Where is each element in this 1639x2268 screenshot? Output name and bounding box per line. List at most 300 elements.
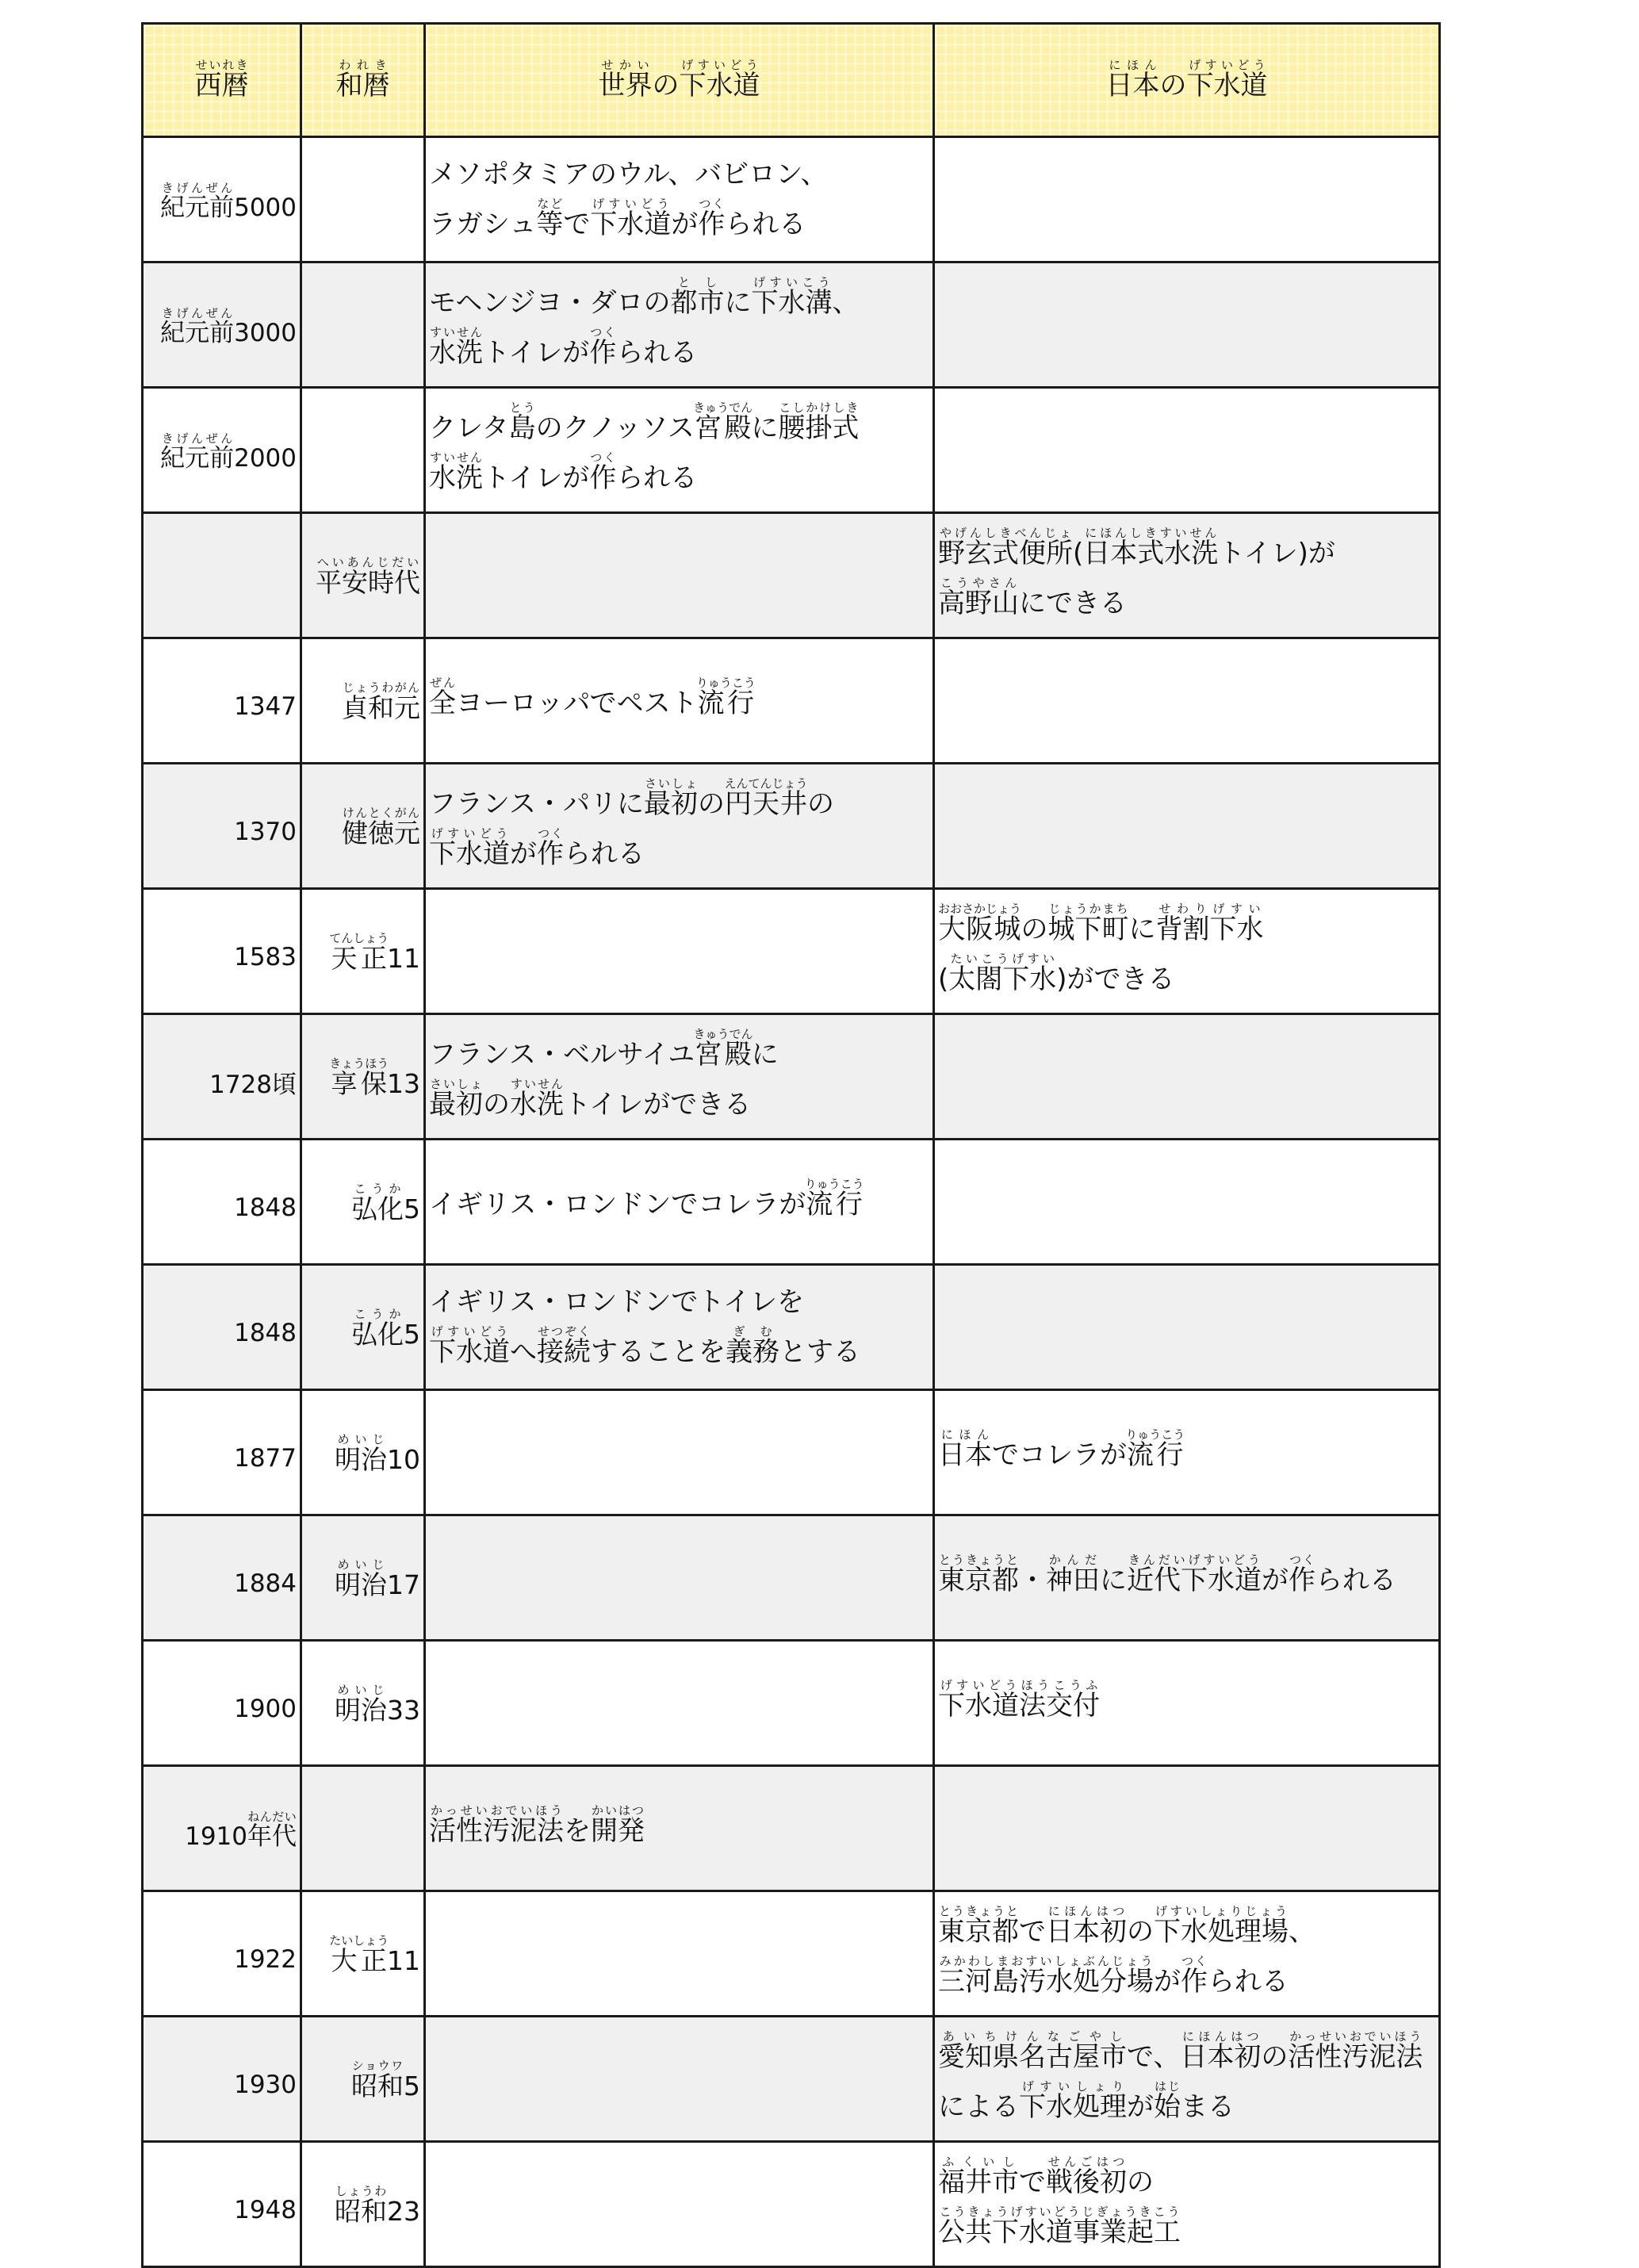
- plain-text: の: [1261, 2040, 1289, 2073]
- furigana-reading: げすいどう: [679, 58, 760, 72]
- ruby-word: [679, 58, 760, 102]
- table-row: [143, 889, 1440, 1014]
- ruby-word: [598, 58, 653, 102]
- ruby-base-text: 全: [429, 688, 456, 719]
- text-line: [429, 275, 932, 325]
- table-row: [143, 388, 1440, 513]
- text-line: [938, 2155, 1438, 2205]
- ruby-base-text: 下水道: [1186, 70, 1268, 102]
- plain-text: が: [1127, 2090, 1154, 2123]
- text-line: [429, 152, 932, 197]
- western-year-cell: [143, 513, 301, 638]
- furigana-reading: さいしょ: [643, 776, 698, 791]
- plain-text: トイレが: [483, 462, 590, 494]
- ruby-base-text: 義務: [726, 1336, 779, 1368]
- ruby-base-text: 明治: [335, 1569, 387, 1600]
- ruby-word: [938, 1427, 992, 1471]
- japanese-era-cell: [301, 2017, 425, 2142]
- plain-text: を: [564, 1815, 591, 1847]
- japanese-era-cell: [301, 1014, 425, 1140]
- plain-text: トイレができる: [564, 1088, 752, 1121]
- western-year-cell: [143, 1891, 301, 2017]
- world-sewer-event-cell: [425, 889, 934, 1014]
- ruby-base-text: 作: [1181, 1965, 1208, 1998]
- text-line: [429, 1027, 932, 1077]
- ruby-base-text: 東京都: [938, 1915, 1019, 1948]
- table-row: [143, 1014, 1440, 1140]
- text-line: [938, 576, 1438, 626]
- ruby-word: [329, 1933, 389, 1976]
- ruby-word: [160, 306, 235, 347]
- ruby-word: [643, 776, 698, 820]
- ruby-base-text: 健徳元: [342, 818, 420, 849]
- ruby-base-text: 明治: [335, 1695, 387, 1726]
- western-year-cell: [143, 889, 301, 1014]
- text-line: [429, 1803, 932, 1853]
- plain-text: 33: [387, 1695, 420, 1726]
- japanese-era-cell: [301, 1766, 425, 1891]
- ruby-base-text: 腰掛式: [778, 412, 860, 444]
- ruby-base-text: 水洗: [510, 1088, 564, 1121]
- world-sewer-event-cell: [425, 513, 934, 638]
- plain-text: 、: [832, 286, 860, 319]
- plain-text: へ: [510, 1336, 537, 1368]
- plain-text: 、: [1289, 1915, 1315, 1948]
- japan-sewer-event-cell: [934, 1891, 1440, 2017]
- ruby-word: [938, 575, 1019, 619]
- ruby-base-text: 弘化: [351, 1319, 404, 1350]
- ruby-base-text: 島: [508, 412, 536, 444]
- ruby-word: [160, 431, 235, 473]
- plain-text: まる: [1181, 2090, 1235, 2123]
- western-year-cell: [143, 1641, 301, 1766]
- furigana-reading: げすいしょりじょう: [1154, 1903, 1289, 1918]
- plain-text: 13: [387, 1068, 420, 1099]
- ruby-base-text: 流行: [695, 688, 756, 719]
- text-line: [938, 526, 1438, 576]
- world-sewer-event-cell: [425, 2017, 934, 2142]
- furigana-reading: きんだいげすいどう: [1127, 1553, 1262, 1567]
- furigana-reading: ねんだい: [247, 1810, 297, 1824]
- furigana-reading: はじ: [1154, 2078, 1181, 2094]
- japanese-era-cell: [301, 889, 425, 1014]
- plain-text: 5: [404, 1193, 420, 1224]
- plain-text: の: [697, 787, 725, 820]
- furigana-reading: にほんはつ: [1180, 2029, 1262, 2044]
- ruby-word: [1181, 1953, 1208, 1998]
- plain-text: 1922: [234, 1944, 297, 1974]
- furigana-reading: げすいどうほうこうふ: [938, 1678, 1100, 1692]
- table-row: [143, 262, 1440, 388]
- table-row: [143, 1891, 1440, 2017]
- furigana-reading: つく: [1289, 1553, 1315, 1567]
- ruby-base-text: 貞和元: [342, 692, 420, 723]
- table-row: [143, 638, 1440, 764]
- text-line: [429, 676, 932, 726]
- plain-text: 1370: [234, 817, 297, 846]
- japanese-era-cell: [301, 137, 425, 262]
- ruby-word: [1019, 2078, 1127, 2123]
- ruby-base-text: 作: [589, 336, 617, 369]
- furigana-reading: つく: [537, 826, 564, 841]
- ruby-word: [247, 1810, 297, 1851]
- furigana-reading: じょうかまち: [1047, 901, 1129, 916]
- ruby-word: [778, 400, 860, 444]
- plain-text: フランス・パリに: [429, 787, 644, 820]
- furigana-reading: すいせん: [429, 324, 483, 339]
- ruby-word: [537, 1324, 591, 1368]
- furigana-reading: りゅうこう: [804, 1177, 864, 1191]
- world-sewer-event-cell: [425, 1140, 934, 1265]
- ruby-word: [329, 1056, 389, 1099]
- ruby-word: [1289, 1553, 1315, 1596]
- ruby-word: [804, 1177, 864, 1220]
- ruby-base-text: 最初: [643, 787, 698, 820]
- ruby-word: [724, 776, 808, 820]
- furigana-reading: とう: [508, 400, 536, 415]
- table-row: [143, 2017, 1440, 2142]
- furigana-reading: せいれき: [194, 58, 249, 72]
- plain-text: でコレラが: [992, 1439, 1127, 1471]
- ruby-base-text: 下水道法交付: [938, 1690, 1100, 1722]
- header-western-year: [143, 24, 301, 137]
- ruby-word: [938, 1678, 1100, 1722]
- ruby-base-text: 流行: [1125, 1439, 1185, 1471]
- ruby-word: [726, 1324, 779, 1368]
- plain-text: られる: [616, 336, 698, 369]
- plain-text: られる: [725, 209, 806, 240]
- furigana-reading: せんごはつ: [1046, 2154, 1127, 2169]
- ruby-base-text: 高野山: [938, 587, 1019, 619]
- ruby-base-text: 活性汚泥法: [1288, 2040, 1423, 2073]
- ruby-base-text: 接続: [537, 1336, 591, 1368]
- furigana-reading: きげんぜん: [160, 306, 235, 320]
- ruby-base-text: 日本初: [1180, 2040, 1262, 2073]
- plain-text: 23: [387, 2196, 420, 2227]
- plain-text: にできる: [1019, 587, 1127, 619]
- plain-text: の: [483, 1088, 510, 1121]
- furigana-reading: とうきょうと: [938, 1553, 1019, 1567]
- header-japan-sewers: [934, 24, 1440, 137]
- japanese-era-cell: [301, 1515, 425, 1641]
- ruby-word: [335, 1432, 387, 1475]
- furigana-reading: げすいどう: [590, 197, 672, 211]
- ruby-word: [670, 274, 725, 319]
- plain-text: 5000: [234, 193, 297, 222]
- furigana-reading: せかい: [598, 58, 653, 72]
- furigana-reading: ぎむ: [726, 1324, 779, 1339]
- japanese-era-cell: [301, 1641, 425, 1766]
- ruby-base-text: 太閤下水: [948, 963, 1057, 995]
- text-line: [429, 1324, 932, 1374]
- ruby-base-text: 作: [537, 837, 564, 870]
- text-line: [429, 400, 932, 450]
- ruby-base-text: 始: [1154, 2090, 1181, 2123]
- furigana-reading: にほんしきすいせん: [1083, 525, 1219, 540]
- furigana-reading: しょうわ: [335, 2184, 387, 2198]
- japan-sewer-event-cell: [934, 1390, 1440, 1515]
- plain-text: の: [1021, 913, 1048, 945]
- table-row: [143, 513, 1440, 638]
- western-year-cell: [143, 1140, 301, 1265]
- furigana-reading: こうやさん: [938, 575, 1019, 590]
- furigana-reading: つく: [1181, 1953, 1208, 1968]
- western-year-cell: [143, 1014, 301, 1140]
- plain-text: 11: [387, 1945, 420, 1976]
- furigana-reading: こうか: [351, 1182, 404, 1196]
- plain-text: られる: [616, 462, 698, 494]
- japan-sewer-event-cell: [934, 889, 1440, 1014]
- ruby-base-text: 下水処理場: [1154, 1915, 1289, 1948]
- text-line: [429, 1280, 932, 1324]
- furigana-reading: あいちけんなごやし: [938, 2029, 1127, 2044]
- ruby-word: [335, 1557, 387, 1600]
- furigana-reading: じょうわがん: [342, 680, 420, 695]
- western-year-cell: [143, 1390, 301, 1515]
- furigana-reading: など: [536, 197, 564, 211]
- furigana-reading: おおさかじょう: [938, 901, 1022, 916]
- western-year-cell: [143, 1515, 301, 1641]
- furigana-reading: きげんぜん: [160, 431, 235, 446]
- table-row: [143, 1766, 1440, 1891]
- header-row: [143, 24, 1440, 137]
- japan-sewer-event-cell: [934, 513, 1440, 638]
- plain-text: 1877: [234, 1443, 297, 1473]
- ruby-base-text: 世界: [598, 70, 653, 102]
- ruby-word: [1180, 2029, 1262, 2073]
- furigana-reading: こうか: [351, 1307, 404, 1321]
- ruby-base-text: 大正: [329, 1945, 389, 1976]
- ruby-base-text: 紀元前: [160, 193, 235, 222]
- plain-text: 1884: [234, 1569, 297, 1598]
- furigana-reading: けんとくがん: [342, 806, 420, 820]
- ruby-word: [589, 324, 617, 369]
- world-sewer-event-cell: [425, 764, 934, 889]
- furigana-reading: にほんはつ: [1046, 1903, 1127, 1918]
- plain-text: 10: [387, 1444, 420, 1475]
- ruby-word: [589, 450, 617, 494]
- japan-sewer-event-cell: [934, 262, 1440, 388]
- plain-text: で: [563, 209, 591, 240]
- ruby-word: [536, 197, 564, 240]
- furigana-reading: つく: [589, 450, 617, 465]
- ruby-word: [1288, 2029, 1423, 2073]
- ruby-base-text: 神田: [1046, 1565, 1100, 1596]
- ruby-base-text: 円天井: [724, 787, 808, 820]
- ruby-word: [938, 2029, 1127, 2073]
- plain-text: 1583: [234, 942, 297, 971]
- ruby-word: [329, 931, 389, 974]
- ruby-word: [938, 2204, 1181, 2248]
- ruby-base-text: 活性汚泥法: [429, 1815, 564, 1847]
- ruby-word: [693, 400, 753, 444]
- ruby-base-text: 下水道: [590, 209, 672, 240]
- table-row: [143, 1140, 1440, 1265]
- ruby-word: [1046, 1553, 1100, 1596]
- ruby-base-text: 東京都: [938, 1565, 1019, 1596]
- ruby-base-text: 昭和: [351, 2071, 404, 2101]
- ruby-base-text: 西暦: [194, 70, 249, 102]
- furigana-reading: かっせいおでいほう: [429, 1803, 564, 1818]
- world-sewer-event-cell: [425, 1390, 934, 1515]
- ruby-base-text: 背割下水: [1155, 913, 1264, 945]
- furigana-reading: われき: [335, 58, 390, 72]
- furigana-reading: げすいどう: [429, 1324, 510, 1339]
- plain-text: のクノッソス: [535, 412, 695, 444]
- plain-text: で: [1019, 2166, 1046, 2198]
- ruby-base-text: 宮殿: [693, 1038, 753, 1071]
- ruby-base-text: 城下町: [1047, 913, 1129, 945]
- sewer-history-table: [141, 22, 1441, 2268]
- text-line: [938, 1954, 1438, 2004]
- furigana-reading: ぜん: [429, 676, 456, 690]
- plain-text: ラガシュ: [429, 209, 537, 240]
- furigana-reading: すいせん: [510, 1076, 564, 1091]
- plain-text: クレタ: [429, 412, 509, 444]
- ruby-base-text: 等: [536, 209, 564, 240]
- plain-text: メソポタミアのウル、バビロン、: [429, 159, 828, 190]
- plain-text: 1910: [185, 1822, 247, 1851]
- furigana-reading: とし: [670, 274, 725, 289]
- ruby-base-text: 下水道: [429, 837, 510, 870]
- western-year-cell: [143, 1766, 301, 1891]
- ruby-base-text: 享保: [329, 1068, 389, 1099]
- text-line: [938, 2029, 1438, 2079]
- plain-text: とする: [779, 1336, 860, 1368]
- ruby-base-text: 弘化: [351, 1193, 404, 1224]
- ruby-base-text: 日本: [1105, 70, 1160, 102]
- furigana-reading: めいじ: [335, 1557, 387, 1572]
- text-line: [938, 1553, 1438, 1603]
- world-sewer-event-cell: [425, 1641, 934, 1766]
- plain-text: トイレが: [483, 336, 590, 369]
- ruby-word: [1105, 58, 1160, 102]
- furigana-reading: げすいどう: [1186, 58, 1268, 72]
- ruby-word: [429, 676, 456, 719]
- table-row: [143, 137, 1440, 262]
- ruby-base-text: 開発: [591, 1815, 645, 1847]
- plain-text: イギリス・ロンドンでコレラが: [429, 1189, 806, 1220]
- ruby-base-text: 作: [1289, 1565, 1315, 1596]
- furigana-reading: きげんぜん: [160, 181, 235, 195]
- text-line: [938, 2205, 1438, 2255]
- plain-text: 2000: [234, 444, 297, 473]
- ruby-word: [698, 197, 726, 240]
- table-row: [143, 1390, 1440, 1515]
- ruby-base-text: 紀元前: [160, 319, 235, 347]
- ruby-word: [591, 1803, 645, 1847]
- ruby-word: [948, 951, 1057, 995]
- ruby-word: [1154, 1903, 1289, 1948]
- ruby-word: [938, 1553, 1019, 1596]
- japanese-era-cell: [301, 262, 425, 388]
- plain-text: 3000: [234, 319, 297, 347]
- ruby-base-text: 下水溝: [751, 286, 833, 319]
- ruby-word: [351, 1182, 404, 1224]
- ruby-base-text: 明治: [335, 1444, 387, 1475]
- plain-text: られる: [1315, 1565, 1396, 1596]
- ruby-word: [537, 826, 564, 870]
- ruby-base-text: 昭和: [335, 2196, 387, 2227]
- text-line: [429, 776, 932, 826]
- text-line: [938, 952, 1438, 1002]
- ruby-base-text: 公共下水道事業起工: [938, 2216, 1181, 2248]
- furigana-reading: とうきょうと: [938, 1903, 1019, 1918]
- world-sewer-event-cell: [425, 262, 934, 388]
- world-sewer-event-cell: [425, 1515, 934, 1641]
- furigana-reading: かっせいおでいほう: [1288, 2029, 1423, 2044]
- ruby-word: [1127, 1553, 1262, 1596]
- ruby-word: [1154, 2078, 1181, 2123]
- ruby-word: [938, 1903, 1019, 1948]
- ruby-base-text: 野玄式便所: [938, 537, 1073, 569]
- furigana-reading: てんしょう: [329, 931, 389, 945]
- japan-sewer-event-cell: [934, 388, 1440, 513]
- ruby-word: [194, 58, 249, 102]
- furigana-reading: すいせん: [429, 450, 483, 465]
- ruby-base-text: 平安時代: [316, 567, 420, 598]
- japanese-era-cell: [301, 388, 425, 513]
- ruby-word: [351, 1307, 404, 1350]
- japan-sewer-event-cell: [934, 137, 1440, 262]
- world-sewer-event-cell: [425, 1265, 934, 1390]
- ruby-word: [751, 274, 833, 319]
- plain-text: に: [751, 1038, 779, 1071]
- plain-text: が: [510, 837, 537, 870]
- japan-sewer-event-cell: [934, 1515, 1440, 1641]
- ruby-word: [938, 901, 1022, 945]
- furigana-reading: へいあんじだい: [316, 555, 420, 569]
- plain-text: られる: [1208, 1965, 1289, 1998]
- ruby-base-text: 作: [589, 462, 617, 494]
- ruby-base-text: 水洗: [429, 462, 483, 494]
- plain-text: モヘンジヨ・ダロの: [429, 286, 671, 319]
- plain-text: 11: [387, 943, 420, 974]
- plain-text: トイレ)が: [1218, 537, 1335, 569]
- plain-text: られる: [564, 837, 645, 870]
- ruby-base-text: 年代: [247, 1822, 297, 1851]
- plain-text: 1848: [234, 1193, 297, 1222]
- furigana-reading: にほん: [1105, 58, 1160, 72]
- plain-text: で: [1019, 1915, 1046, 1948]
- japan-sewer-event-cell: [934, 764, 1440, 889]
- ruby-word: [938, 525, 1073, 569]
- ruby-word: [342, 806, 420, 849]
- ruby-base-text: 水洗: [429, 336, 483, 369]
- ruby-word: [1047, 901, 1129, 945]
- furigana-reading: やげんしきべんじょ: [938, 525, 1073, 540]
- ruby-word: [316, 555, 420, 598]
- ruby-word: [693, 1026, 753, 1071]
- table-row: [143, 764, 1440, 889]
- furigana-reading: めいじ: [335, 1432, 387, 1446]
- world-sewer-event-cell: [425, 1014, 934, 1140]
- plain-text: 1930: [234, 2070, 297, 2099]
- table-row: [143, 1515, 1440, 1641]
- ruby-base-text: 福井市: [938, 2166, 1019, 2198]
- ruby-word: [429, 1803, 564, 1847]
- text-line: [938, 1427, 1438, 1477]
- japanese-era-cell: [301, 2142, 425, 2267]
- plain-text: で、: [1127, 2040, 1181, 2073]
- plain-text: の: [1159, 70, 1187, 102]
- furigana-reading: せわりげすい: [1155, 901, 1264, 916]
- header-world-sewers: [425, 24, 934, 137]
- japanese-era-cell: [301, 638, 425, 764]
- plain-text: (: [1073, 537, 1084, 569]
- world-sewer-event-cell: [425, 388, 934, 513]
- furigana-reading: えんてんじょう: [724, 776, 808, 791]
